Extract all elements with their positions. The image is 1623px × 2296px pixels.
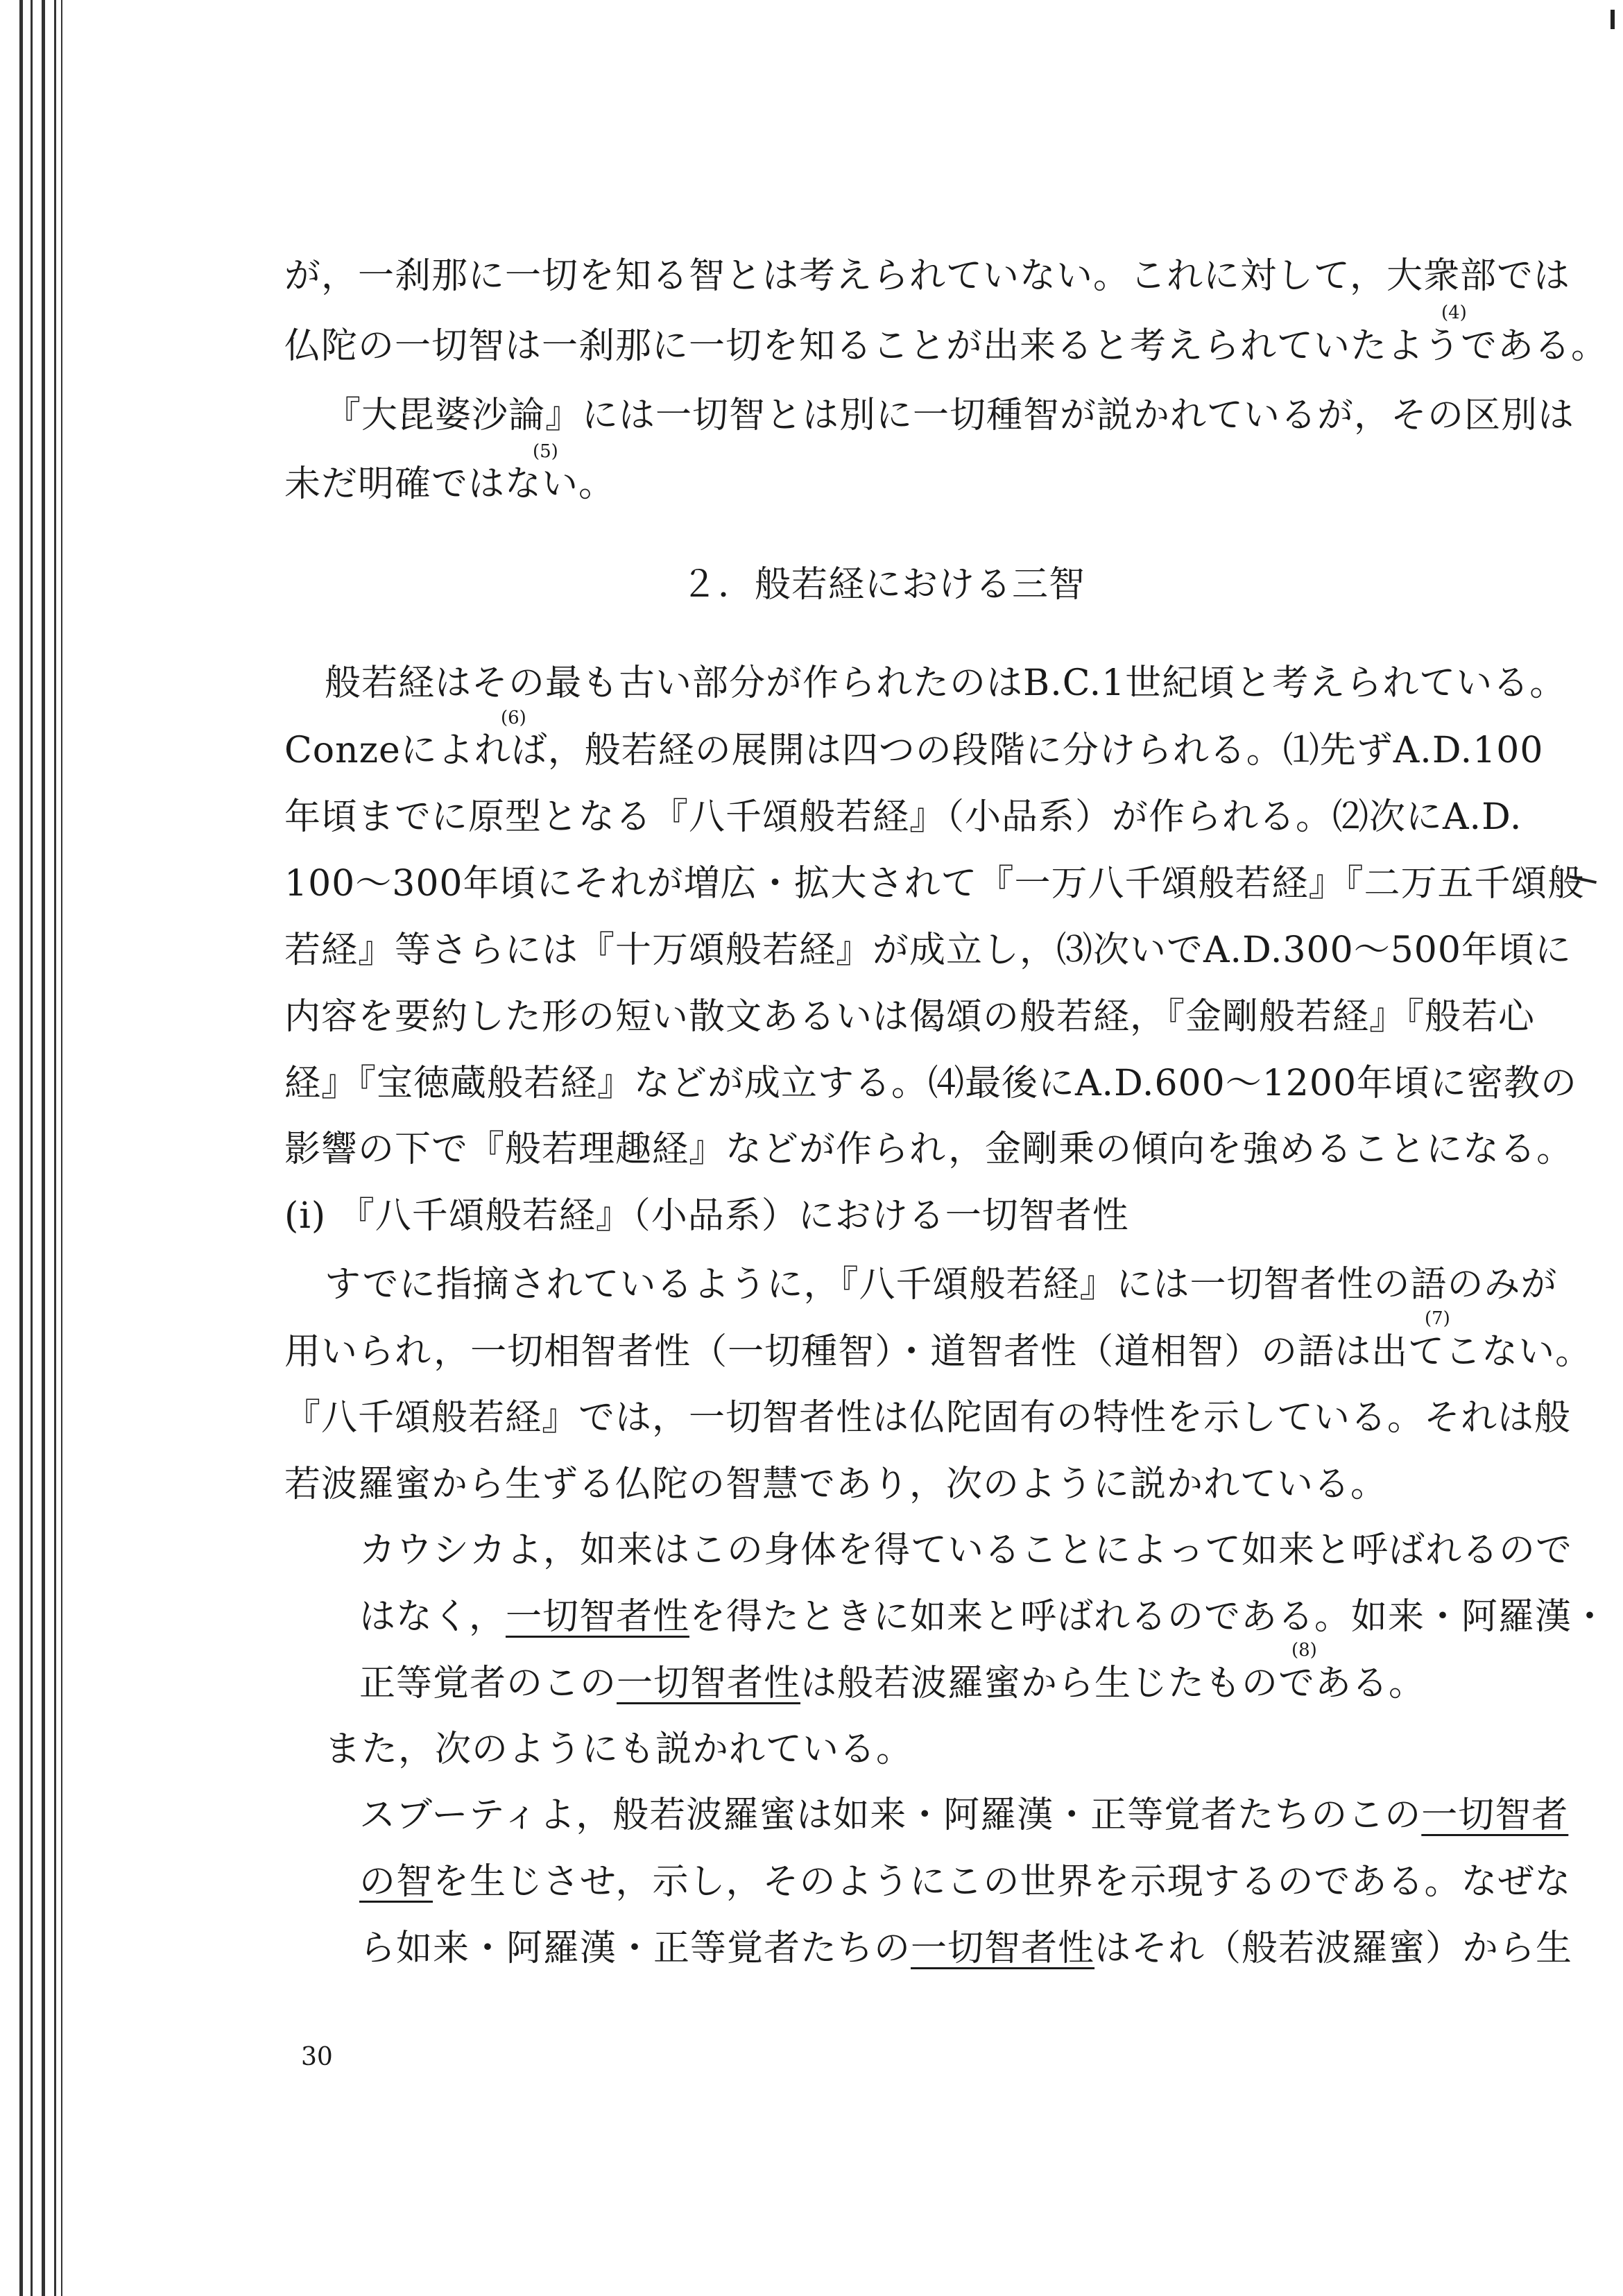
footnote-marker: (8) (1291, 1640, 1317, 1661)
underlined-term: の智 (359, 1861, 433, 1903)
scan-binding-edge (61, 0, 62, 2296)
text-line: すでに指摘されているように，『八千頌般若経』には一切智者性の語のみが (325, 1264, 1558, 1305)
underlined-term: 一切智者 (1421, 1794, 1569, 1836)
text-line: 経』『宝徳蔵般若経』などが成立する。⑷最後にA.D.600～1200年頃に密教の (284, 1063, 1578, 1104)
footnote-marker: (4) (1441, 302, 1467, 323)
text-line: 若波羅蜜から生ずる仏陀の智慧であり，次のように説かれている。 (284, 1464, 1388, 1505)
text-line: 『八千頌般若経』では，一切智者性は仏陀固有の特性を示している。それは般 (284, 1397, 1572, 1439)
text-line: 未だ明確ではない。 (284, 463, 616, 505)
text-line: 般若経はその最も古い部分が作られたのはB.C.1世紀頃と考えられている。 (325, 662, 1567, 704)
scan-binding-edge (42, 0, 45, 2296)
underlined-term: 一切智者性 (505, 1596, 689, 1638)
text-line: 仏陀の一切智は一刹那に一切を知ることが出来ると考えられていたようである。 (284, 325, 1608, 367)
text-line: 影響の下で『般若理趣経』などが作られ，金剛乗の傾向を強めることになる。 (284, 1129, 1574, 1170)
text-line: 『大毘婆沙論』には一切智とは別に一切種智が説かれているが，その区別は (325, 395, 1575, 436)
section-heading: ２．般若経における三智 (681, 564, 1086, 606)
footnote-marker: (6) (501, 708, 526, 728)
page-number: 30 (301, 2043, 333, 2071)
quote-line: 正等覚者のこの一切智者性は般若波羅蜜から生じたものである。 (359, 1663, 1426, 1704)
scan-binding-edge (19, 0, 23, 2296)
quote-line: ら如来・阿羅漢・正等覚者たちの一切智者性はそれ（般若波羅蜜）から生 (359, 1928, 1573, 1969)
scan-binding-edge (31, 0, 33, 2296)
subsection-heading: (i) 『八千頌般若経』（小品系）における一切智者性 (284, 1195, 1129, 1237)
quote-line: カウシカよ，如来はこの身体を得ていることによって如来と呼ばれるので (359, 1530, 1573, 1571)
footnote-marker: (5) (533, 441, 558, 462)
text-line: 年頃までに原型となる『八千頌般若経』（小品系）が作られる。⑵次にA.D. (284, 796, 1522, 838)
text-line: 内容を要約した形の短い散文あるいは偈頌の般若経，『金剛般若経』『般若心 (284, 996, 1536, 1038)
quote-line: はなく，一切智者性を得たときに如来と呼ばれるのである。如来・阿羅漢・ (359, 1596, 1608, 1638)
scan-binding-edge (54, 0, 56, 2296)
text-line: 用いられ，一切相智者性（一切種智）・道智者性（道相智）の語は出てこない。 (284, 1331, 1592, 1373)
scan-mark (1611, 10, 1615, 29)
underlined-term: 一切智者性 (617, 1663, 801, 1704)
text-line: 若経』等さらには『十万頌般若経』が成立し，⑶次いでA.D.300～500年頃に (284, 929, 1572, 971)
text-line: Conzeによれば，般若経の展開は四つの段階に分けられる。⑴先ずA.D.100 (284, 730, 1544, 771)
text-line: また，次のようにも説かれている。 (325, 1729, 913, 1770)
footnote-marker: (7) (1425, 1308, 1450, 1329)
text-line: が，一刹那に一切を知る智とは考えられていない。これに対して，大衆部では (284, 255, 1570, 297)
quote-line: の智を生じさせ，示し，そのようにこの世界を示現するのである。なぜな (359, 1861, 1572, 1903)
quote-line: スブーティよ，般若波羅蜜は如来・阿羅漢・正等覚者たちのこの一切智者 (359, 1794, 1569, 1836)
underlined-term: 一切智者性 (911, 1928, 1095, 1969)
text-line: 100～300年頃にそれが増広・拡大されて『一万八千頌般若経』『二万五千頌般 (284, 863, 1585, 905)
